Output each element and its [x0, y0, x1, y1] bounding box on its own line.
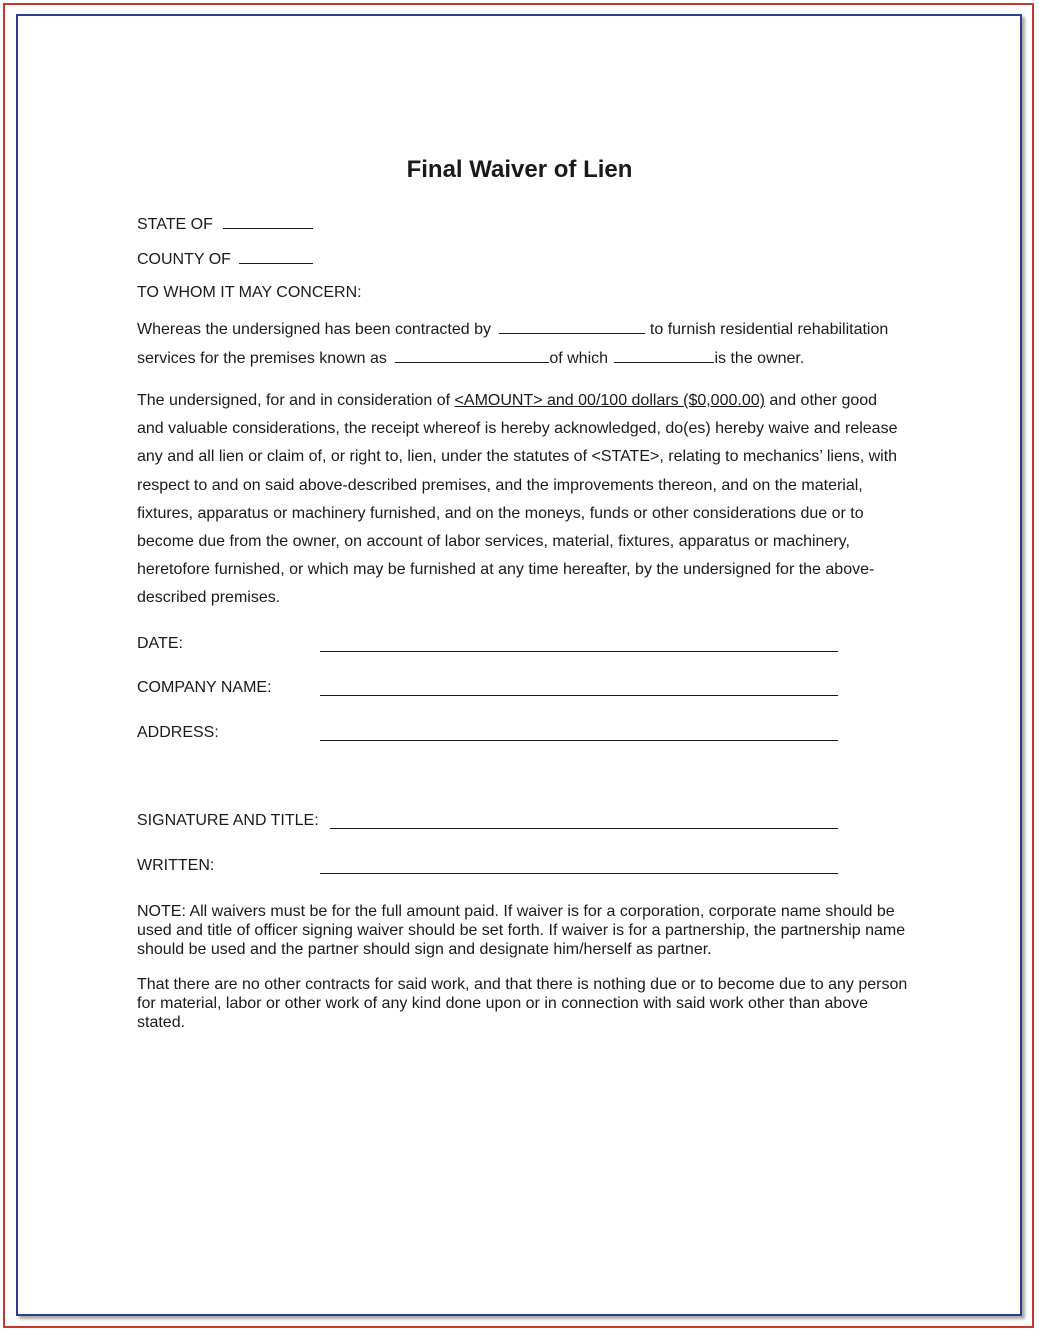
whereas-text-2: to furnish residential rehabilitation [649, 321, 889, 338]
written-line[interactable] [320, 873, 838, 874]
company-name-label: COMPANY NAME: [137, 679, 272, 696]
whereas-line-2 [137, 348, 804, 368]
state-blank[interactable] [223, 214, 313, 229]
premises-blank[interactable] [395, 348, 549, 363]
contractor-blank[interactable] [499, 319, 645, 334]
address-label: ADDRESS: [137, 724, 219, 741]
consideration-text-before: The undersigned, for and in consideration of [137, 392, 455, 409]
state-line [137, 214, 313, 234]
date-label: DATE: [137, 635, 183, 652]
whereas-text-4: of which [549, 350, 609, 367]
whereas-text-3: services for the premises known as [137, 350, 387, 367]
consideration-amount: <AMOUNT> and 00/100 dollars ($0,000.00) [454, 392, 765, 409]
state-label: STATE OF [137, 216, 213, 233]
signature-line[interactable] [330, 828, 838, 829]
consideration-paragraph [137, 387, 907, 613]
whereas-text-5: is the owner. [714, 350, 805, 367]
closing-paragraph: That there are no other contracts for said work, and that there is nothing due or to become due to any person for material, labor or other work of any kind done upon or in connection with said work other than above stated. [137, 976, 908, 1031]
whereas-text-1: Whereas the undersigned has been contracted by [137, 321, 492, 338]
consideration-text-after: and other good and valuable considerations, the receipt whereof is hereby acknowledged, do(es) hereby waive and release any and all lien or claim of, or right to, lien, under the statutes of <STATE>, relating to mechanics’ liens, with respect to and on said above-described premises, and the improvements thereon, and on the material, fixtures, apparatus or machinery furnished, and on the moneys, funds or other considerations due or to become due from the owner, on account of labor services, material, fixtures, apparatus or machinery, heretofore furnished, or which may be furnished at any time hereafter, by the undersigned for the above-described premises. [137, 392, 898, 607]
owner-blank[interactable] [614, 348, 714, 363]
county-label: COUNTY OF [137, 251, 231, 268]
signature-label: SIGNATURE AND TITLE: [137, 812, 319, 829]
written-label: WRITTEN: [137, 857, 215, 874]
county-line [137, 249, 313, 269]
salutation: TO WHOM IT MAY CONCERN: [137, 284, 362, 301]
document-title: Final Waiver of Lien [406, 156, 633, 183]
whereas-line-1 [137, 319, 888, 339]
company-name-line[interactable] [320, 695, 838, 696]
date-line[interactable] [320, 651, 838, 652]
document-page [16, 14, 1022, 1316]
note-paragraph: NOTE: All waivers must be for the full amount paid. If waiver is for a corporation, corporate name should be used and title of officer signing waiver should be set forth. If waiver is for a partnership, the partnership name should be used and the partner should sign and designate him/herself as partner. [137, 903, 906, 958]
county-blank[interactable] [239, 249, 313, 264]
address-line[interactable] [320, 740, 838, 741]
